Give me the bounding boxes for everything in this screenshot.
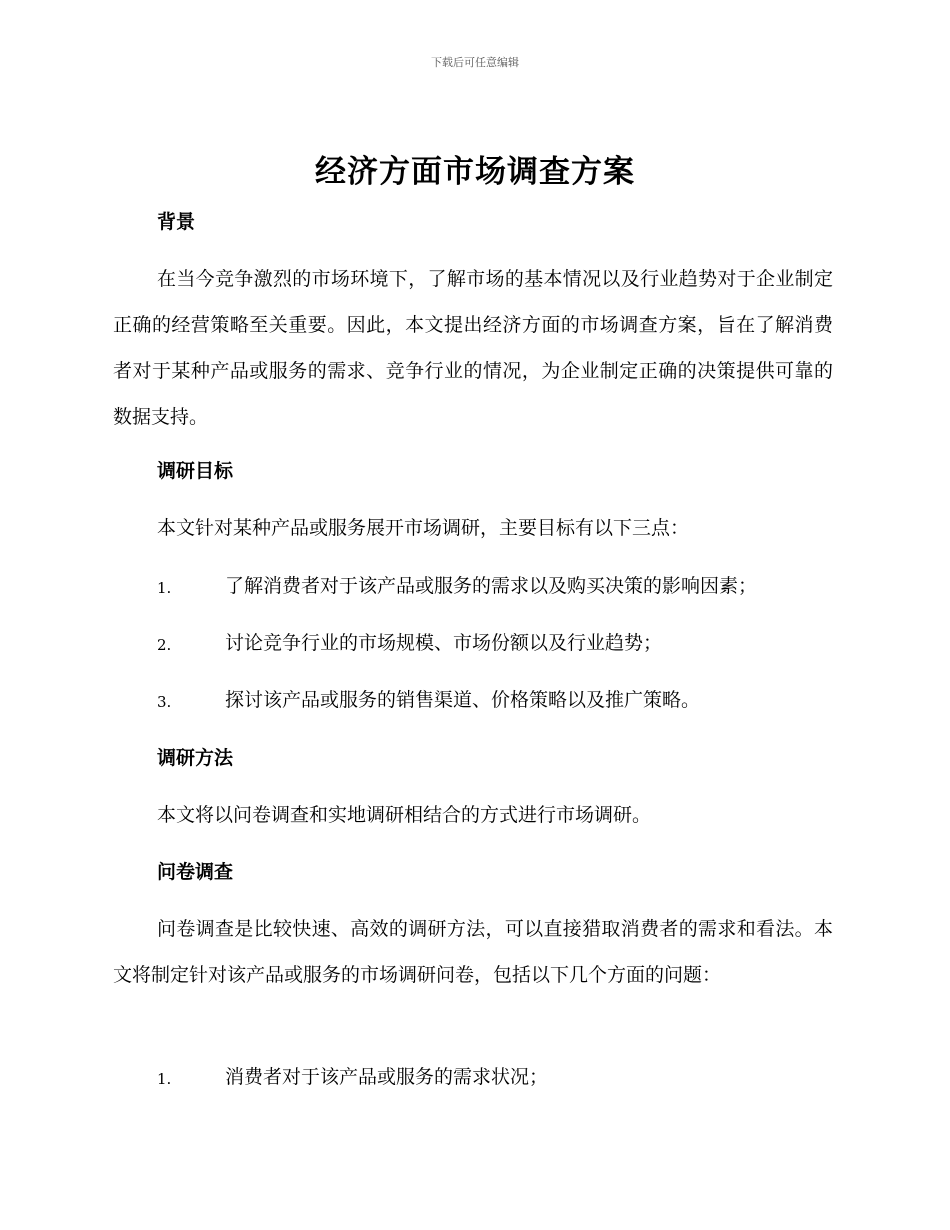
survey-paragraph: 问卷调查是比较快速、高效的调研方法，可以直接猎取消费者的需求和看法。本文将制定针对该产品或服务的市场调研问卷，包括以下几个方面的问题： [113,918,833,986]
header-note: 下载后可任意编辑 [431,56,519,69]
list-item-text: 了解消费者对于该产品或服务的需求以及购买决策的影响因素； [225,575,758,597]
list-item-number: 3. [157,693,172,711]
list-item-text: 探讨该产品或服务的销售渠道、价格策略以及推广策略。 [225,689,701,711]
list-item-number: 1. [157,1070,172,1088]
section-heading-background: 背景 [157,211,196,233]
document-title: 经济方面市场调查方案 [315,154,635,190]
section-heading-methods: 调研方法 [157,747,234,769]
list-item-text: 讨论竞争行业的市场规模、市场份额以及行业趋势； [225,632,663,654]
section-heading-survey: 问卷调查 [157,861,234,883]
list-item-number: 1. [157,579,172,597]
background-paragraph: 在当今竞争激烈的市场环境下，了解市场的基本情况以及行业趋势对于企业制定正确的经营策略至关重要。因此，本文提出经济方面的市场调查方案，旨在了解消费者对于某种产品或服务的需求、竞争行业的情况，为企业制定正确的决策提供可靠的数据支持。 [113,268,833,428]
list-item-number: 2. [157,636,172,654]
objectives-intro: 本文针对某种产品或服务展开市场调研，主要目标有以下三点： [157,517,690,539]
methods-intro: 本文将以问卷调查和实地调研相结合的方式进行市场调研。 [157,804,652,826]
list-item-text: 消费者对于该产品或服务的需求状况； [225,1066,549,1088]
section-heading-objectives: 调研目标 [157,460,234,482]
